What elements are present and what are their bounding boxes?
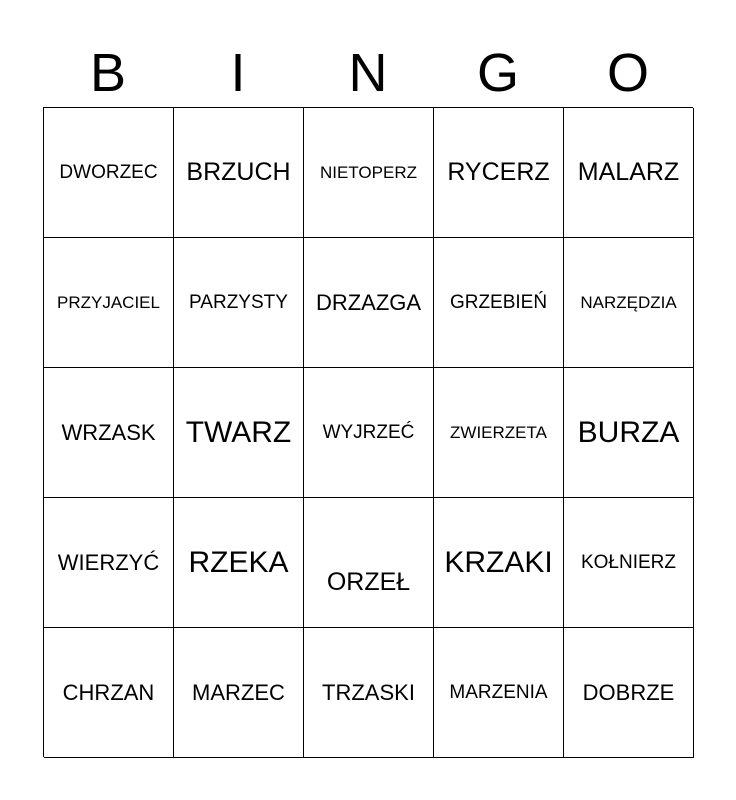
cell-word: RYCERZ [447, 158, 550, 186]
cell-word: RZEKA [188, 545, 289, 579]
bingo-cell[interactable] [564, 628, 694, 758]
bingo-cell[interactable] [174, 628, 304, 758]
cell-word: DOBRZE [582, 679, 675, 705]
cell-word: NARZĘDZIA [580, 292, 677, 312]
bingo-cell[interactable] [304, 628, 434, 758]
bingo-cell[interactable] [44, 108, 174, 238]
header-letter-o: O [606, 43, 649, 103]
bingo-cell[interactable] [304, 498, 434, 628]
cell-word: MARZEC [192, 679, 285, 705]
bingo-cell[interactable] [174, 368, 304, 498]
bingo-cell[interactable] [44, 498, 174, 628]
cell-word: DRZAZGA [315, 289, 422, 315]
bingo-cell[interactable] [44, 368, 174, 498]
bingo-cell[interactable] [434, 368, 564, 498]
cell-word: CHRZAN [62, 679, 155, 705]
cell-word: MARZENIA [449, 681, 548, 703]
cell-word: KRZAKI [444, 545, 553, 579]
bingo-cell[interactable] [44, 628, 174, 758]
cell-word: WYJRZEĆ [322, 421, 415, 443]
cell-word: ORZEŁ [326, 568, 411, 596]
bingo-cell[interactable] [564, 108, 694, 238]
bingo-cell[interactable] [174, 238, 304, 368]
cell-word: PRZYJACIEL [57, 292, 160, 312]
cell-word: TWARZ [185, 415, 292, 449]
bingo-header [43, 38, 693, 108]
header-letter-b: B [89, 43, 127, 103]
header-letter-g: G [476, 43, 519, 103]
bingo-cell[interactable] [44, 238, 174, 368]
cell-word: MALARZ [577, 158, 680, 186]
cell-word: PARZYSTY [189, 291, 288, 313]
cell-word: WIERZYĆ [57, 549, 160, 575]
bingo-cell[interactable] [434, 238, 564, 368]
bingo-cell[interactable] [304, 368, 434, 498]
bingo-cell[interactable] [434, 108, 564, 238]
bingo-cell[interactable] [174, 498, 304, 628]
header-letter-i: I [230, 43, 246, 103]
bingo-cell[interactable] [564, 368, 694, 498]
bingo-cell[interactable] [434, 498, 564, 628]
bingo-board [43, 107, 693, 757]
cell-word: NIETOPERZ [320, 162, 417, 182]
cell-word: DWORZEC [59, 161, 158, 183]
cell-word: BURZA [577, 415, 680, 449]
header-letter-n: N [348, 43, 388, 103]
cell-word: KOŁNIERZ [580, 551, 677, 573]
bingo-cell[interactable] [304, 108, 434, 238]
cell-word: WRZASK [61, 419, 156, 445]
cell-word: ZWIERZETA [450, 422, 547, 442]
cell-word: GRZEBIEŃ [449, 291, 548, 313]
cell-word: TRZASKI [322, 679, 415, 705]
bingo-cell[interactable] [564, 498, 694, 628]
bingo-cell[interactable] [304, 238, 434, 368]
cell-word: BRZUCH [186, 158, 291, 186]
bingo-cell[interactable] [564, 238, 694, 368]
bingo-cell[interactable] [434, 628, 564, 758]
bingo-cell[interactable] [174, 108, 304, 238]
